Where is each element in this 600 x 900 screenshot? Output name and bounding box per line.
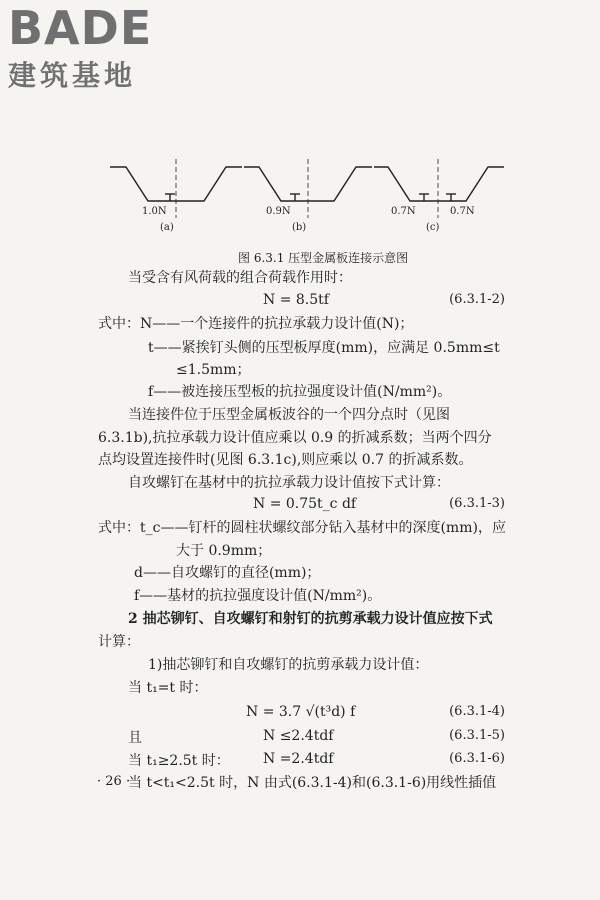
text-line: 2 抽芯铆钉、自攻螺钉和射钉的抗剪承载力设计值应按下式 <box>128 611 493 627</box>
text-line: 当 t<t₁<2.5t 时，N 由式(6.3.1-4)和(6.3.1-6)用线性插值 <box>128 775 497 791</box>
text-line: 点均设置连接件时(见图 6.3.1c),则应乘以 0.7 的折减系数。 <box>98 452 473 468</box>
equation-6-3-1-3: N = 0.75t_c df <box>253 496 357 512</box>
figure-caption: 图 6.3.1 压型金属板连接示意图 <box>238 251 409 265</box>
text-line: f——被连接压型板的抗拉强度设计值(N/mm²)。 <box>148 384 452 400</box>
text-line: 式中：N——一个连接件的抗拉承载力设计值(N)； <box>98 316 414 332</box>
equation-number: (6.3.1-6) <box>449 751 505 766</box>
text-line: 自攻螺钉在基材中的抗拉承载力设计值按下式计算： <box>128 475 450 491</box>
text-line: d——自攻螺钉的直径(mm)； <box>134 565 321 581</box>
equation-number: (6.3.1-2) <box>449 292 505 307</box>
text-line: ≤1.5mm； <box>176 362 251 378</box>
label-b: 0.9N <box>266 206 291 217</box>
text-line: 当 t₁≥2.5t 时： <box>128 753 230 769</box>
text-line: 计算： <box>98 634 140 650</box>
page-number: · 26 · <box>97 774 131 789</box>
tag-b: (b) <box>292 222 307 233</box>
equation-6-3-1-4: N = 3.7 √(t³d) f <box>246 704 356 720</box>
logo-chinese: 建筑基地 <box>8 59 137 92</box>
profile-c <box>374 167 504 201</box>
label-a: 1.0N <box>142 206 167 217</box>
figure-6-3-1 <box>108 153 508 238</box>
equation-number: (6.3.1-5) <box>449 728 505 743</box>
tag-c: (c) <box>426 222 440 233</box>
equation-number: (6.3.1-3) <box>449 496 505 511</box>
text-line: 当 t₁=t 时： <box>128 680 208 696</box>
equation-number: (6.3.1-4) <box>449 704 505 719</box>
text-line: 式中：t_c——钉杆的圆柱状螺纹部分钻入基材中的深度(mm)，应 <box>98 520 506 536</box>
text-line: 6.3.1b),抗拉承载力设计值应乘以 0.9 的折减系数；当两个四分 <box>98 430 492 446</box>
text-line: 1)抽芯铆钉和自攻螺钉的抗剪承载力设计值： <box>148 657 429 673</box>
equation-6-3-1-5: N ≤2.4tdf <box>263 728 334 744</box>
tag-a: (a) <box>160 222 174 233</box>
label-c2: 0.7N <box>450 206 475 217</box>
text-line: f——基材的抗拉强度设计值(N/mm²)。 <box>134 588 382 604</box>
equation-6-3-1-2: N = 8.5tf <box>263 292 329 308</box>
label-c1: 0.7N <box>391 206 416 217</box>
logo <box>8 1 153 94</box>
equation-6-3-1-6: N =2.4tdf <box>263 751 334 767</box>
logo-wordmark: BADE <box>8 1 153 55</box>
text-line: t——紧挨钉头侧的压型板厚度(mm)，应满足 0.5mm≤t <box>148 340 500 356</box>
text-line: 当连接件位于压型金属板波谷的一个四分点时（见图 <box>128 407 450 423</box>
figure-diagram <box>108 153 508 238</box>
text-line: 大于 0.9mm； <box>176 543 272 559</box>
text-line: 当受含有风荷载的组合荷载作用时： <box>128 270 352 286</box>
text-line: 且 <box>128 730 142 746</box>
